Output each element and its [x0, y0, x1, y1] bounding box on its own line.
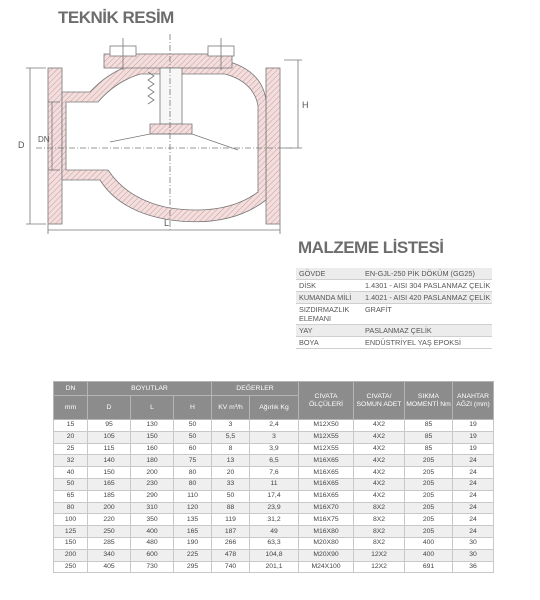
material-row — [296, 280, 492, 292]
table-cell: 600 — [131, 549, 174, 561]
table-cell: 205 — [405, 467, 453, 479]
table-cell: 95 — [88, 420, 131, 432]
material-row — [296, 337, 492, 349]
table-cell: 400 — [131, 526, 174, 538]
table-cell: 32 — [54, 455, 88, 467]
table-cell: 50 — [174, 420, 212, 432]
dim-label-dn: DN — [38, 135, 50, 144]
table-cell: 105 — [88, 431, 131, 443]
table-cell: 31,2 — [250, 514, 299, 526]
dim-label-d: D — [18, 140, 25, 150]
table-cell: 5,5 — [212, 431, 250, 443]
table-cell: 88 — [212, 502, 250, 514]
table-cell: 4X2 — [354, 467, 405, 479]
table-cell: 8X2 — [354, 514, 405, 526]
table-cell: 3 — [250, 431, 299, 443]
table-cell: 205 — [405, 478, 453, 490]
table-cell: 36 — [453, 561, 494, 573]
table-cell: 478 — [212, 549, 250, 561]
table-cell: 8X2 — [354, 502, 405, 514]
table-cell: 160 — [131, 443, 174, 455]
table-cell: 4X2 — [354, 431, 405, 443]
table-cell: 165 — [174, 526, 212, 538]
table-cell: M24X100 — [299, 561, 354, 573]
table-cell: 63,3 — [250, 537, 299, 549]
th-bolt-count: CIVATA/ SOMUN ADET — [354, 382, 405, 420]
th-weight: Ağırlık Kg — [250, 396, 299, 420]
table-cell: 295 — [174, 561, 212, 573]
table-cell: M12X55 — [299, 443, 354, 455]
material-value: 1.4021 - AISI 420 PASLANMAZ ÇELİK — [365, 293, 491, 302]
table-cell: M16X65 — [299, 478, 354, 490]
table-cell: M16X75 — [299, 514, 354, 526]
material-part: YAY — [299, 326, 313, 335]
table-cell: 165 — [88, 478, 131, 490]
table-row — [54, 490, 494, 502]
material-value: GRAFİT — [365, 305, 392, 314]
table-cell: 24 — [453, 467, 494, 479]
material-value: 1.4301 - AISI 304 PASLANMAZ ÇELİK — [365, 281, 491, 290]
table-cell: 200 — [131, 467, 174, 479]
table-cell: 11 — [250, 478, 299, 490]
table-cell: 110 — [174, 490, 212, 502]
table-row — [54, 549, 494, 561]
table-row — [54, 455, 494, 467]
table-cell: 250 — [88, 526, 131, 538]
th-d: D — [88, 396, 131, 420]
table-cell: 50 — [174, 431, 212, 443]
table-cell: 730 — [131, 561, 174, 573]
table-cell: 140 — [88, 455, 131, 467]
table-cell: 60 — [174, 443, 212, 455]
table-cell: 200 — [54, 549, 88, 561]
table-cell: 130 — [131, 420, 174, 432]
table-cell: 340 — [88, 549, 131, 561]
table-cell: 400 — [405, 549, 453, 561]
table-cell: 205 — [405, 514, 453, 526]
table-cell: 310 — [131, 502, 174, 514]
table-cell: 40 — [54, 467, 88, 479]
table-row — [54, 561, 494, 573]
table-row — [54, 502, 494, 514]
material-row — [296, 304, 492, 325]
table-cell: 185 — [88, 490, 131, 502]
table-cell: 24 — [453, 478, 494, 490]
table-row — [54, 431, 494, 443]
table-cell: 150 — [131, 431, 174, 443]
table-cell: M12X55 — [299, 431, 354, 443]
table-cell: 205 — [405, 526, 453, 538]
table-cell: 24 — [453, 514, 494, 526]
table-cell: 85 — [405, 420, 453, 432]
valve-technical-drawing — [0, 30, 320, 240]
table-cell: 75 — [174, 455, 212, 467]
table-row — [54, 420, 494, 432]
th-l: L — [131, 396, 174, 420]
table-cell: 2,4 — [250, 420, 299, 432]
th-torque: SIKMA MOMENTİ Nm — [405, 382, 453, 420]
table-row — [54, 443, 494, 455]
table-cell: M16X65 — [299, 455, 354, 467]
material-row — [296, 268, 492, 280]
table-cell: M12X50 — [299, 420, 354, 432]
table-cell: M16X80 — [299, 526, 354, 538]
table-cell: 350 — [131, 514, 174, 526]
table-cell: 266 — [212, 537, 250, 549]
table-cell: 290 — [131, 490, 174, 502]
material-list — [296, 268, 492, 349]
material-list-heading: MALZEME LİSTESİ — [298, 238, 444, 257]
table-cell: 19 — [453, 443, 494, 455]
table-cell: 150 — [54, 537, 88, 549]
table-cell: 85 — [405, 431, 453, 443]
material-part: SIZDIRMAZLIK ELEMANI — [299, 305, 350, 323]
table-cell: 205 — [405, 502, 453, 514]
table-cell: 8 — [212, 443, 250, 455]
material-row — [296, 325, 492, 337]
th-values: DEĞERLER — [212, 382, 299, 396]
table-cell: 4X2 — [354, 443, 405, 455]
table-cell: 205 — [405, 455, 453, 467]
table-cell: 4X2 — [354, 478, 405, 490]
table-cell: 250 — [54, 561, 88, 573]
table-cell: 115 — [88, 443, 131, 455]
th-mm: mm — [54, 396, 88, 420]
table-row — [54, 514, 494, 526]
table-cell: 12X2 — [354, 549, 405, 561]
table-cell: 24 — [453, 526, 494, 538]
material-part: KUMANDA MİLİ — [299, 293, 352, 302]
table-cell: 17,4 — [250, 490, 299, 502]
table-cell: 4X2 — [354, 420, 405, 432]
table-cell: M16X65 — [299, 467, 354, 479]
table-cell: 405 — [88, 561, 131, 573]
table-cell: 187 — [212, 526, 250, 538]
table-cell: 30 — [453, 549, 494, 561]
table-cell: M16X65 — [299, 490, 354, 502]
table-cell: 150 — [88, 467, 131, 479]
table-cell: 80 — [54, 502, 88, 514]
table-cell: 19 — [453, 420, 494, 432]
table-cell: 400 — [405, 537, 453, 549]
table-cell: 740 — [212, 561, 250, 573]
table-cell: 65 — [54, 490, 88, 502]
material-value: EN-GJL-250 PİK DÖKÜM (GG25) — [365, 269, 475, 278]
table-cell: 50 — [54, 478, 88, 490]
table-cell: 100 — [54, 514, 88, 526]
table-row — [54, 526, 494, 538]
table-cell: 23,9 — [250, 502, 299, 514]
table-cell: 7,6 — [250, 467, 299, 479]
material-part: BOYA — [299, 338, 319, 347]
table-cell: 4X2 — [354, 455, 405, 467]
table-cell: 24 — [453, 490, 494, 502]
table-cell: 20 — [54, 431, 88, 443]
table-cell: 190 — [174, 537, 212, 549]
dim-label-h: H — [302, 100, 309, 110]
table-cell: 33 — [212, 478, 250, 490]
table-cell: 220 — [88, 514, 131, 526]
table-cell: 25 — [54, 443, 88, 455]
table-cell: 691 — [405, 561, 453, 573]
table-cell: 285 — [88, 537, 131, 549]
table-cell: 135 — [174, 514, 212, 526]
dim-label-l: L — [164, 218, 170, 228]
th-kv: KV m³/h — [212, 396, 250, 420]
material-value: ENDÜSTRİYEL YAŞ EPOKSİ — [365, 338, 461, 347]
table-cell: 15 — [54, 420, 88, 432]
table-cell: 4X2 — [354, 490, 405, 502]
th-dimensions: BOYUTLAR — [88, 382, 212, 396]
table-cell: M16X70 — [299, 502, 354, 514]
table-cell: 49 — [250, 526, 299, 538]
table-cell: 225 — [174, 549, 212, 561]
table-cell: 8X2 — [354, 537, 405, 549]
table-row — [54, 537, 494, 549]
table-cell: 24 — [453, 455, 494, 467]
table-cell: 205 — [405, 490, 453, 502]
table-cell: 20 — [212, 467, 250, 479]
table-cell: 24 — [453, 502, 494, 514]
th-wrench: ANAHTAR AĞZI (mm) — [453, 382, 494, 420]
table-cell: 180 — [131, 455, 174, 467]
th-bolts: CIVATA ÖLÇÜLERİ — [299, 382, 354, 420]
table-cell: 13 — [212, 455, 250, 467]
table-cell: 230 — [131, 478, 174, 490]
table-cell: 3,9 — [250, 443, 299, 455]
material-value: PASLANMAZ ÇELİK — [365, 326, 432, 335]
material-part: DİSK — [299, 281, 317, 290]
table-cell: 200 — [88, 502, 131, 514]
table-cell: 201,1 — [250, 561, 299, 573]
material-part: GÖVDE — [299, 269, 326, 278]
table-cell: 120 — [174, 502, 212, 514]
th-dn: DN — [54, 382, 88, 396]
table-cell: 50 — [212, 490, 250, 502]
table-cell: 104,8 — [250, 549, 299, 561]
table-cell: 85 — [405, 443, 453, 455]
table-cell: 125 — [54, 526, 88, 538]
table-cell: 6,5 — [250, 455, 299, 467]
material-row — [296, 292, 492, 304]
dimension-table — [53, 381, 494, 573]
table-cell: 30 — [453, 537, 494, 549]
table-cell: 80 — [174, 478, 212, 490]
table-row — [54, 467, 494, 479]
table-cell: 119 — [212, 514, 250, 526]
table-cell: M20X90 — [299, 549, 354, 561]
table-cell: 12X2 — [354, 561, 405, 573]
table-cell: M20X80 — [299, 537, 354, 549]
table-cell: 8X2 — [354, 526, 405, 538]
technical-drawing-heading: TEKNİK RESİM — [58, 8, 174, 27]
table-cell: 80 — [174, 467, 212, 479]
table-cell: 19 — [453, 431, 494, 443]
th-h: H — [174, 396, 212, 420]
table-row — [54, 478, 494, 490]
table-cell: 3 — [212, 420, 250, 432]
table-cell: 480 — [131, 537, 174, 549]
